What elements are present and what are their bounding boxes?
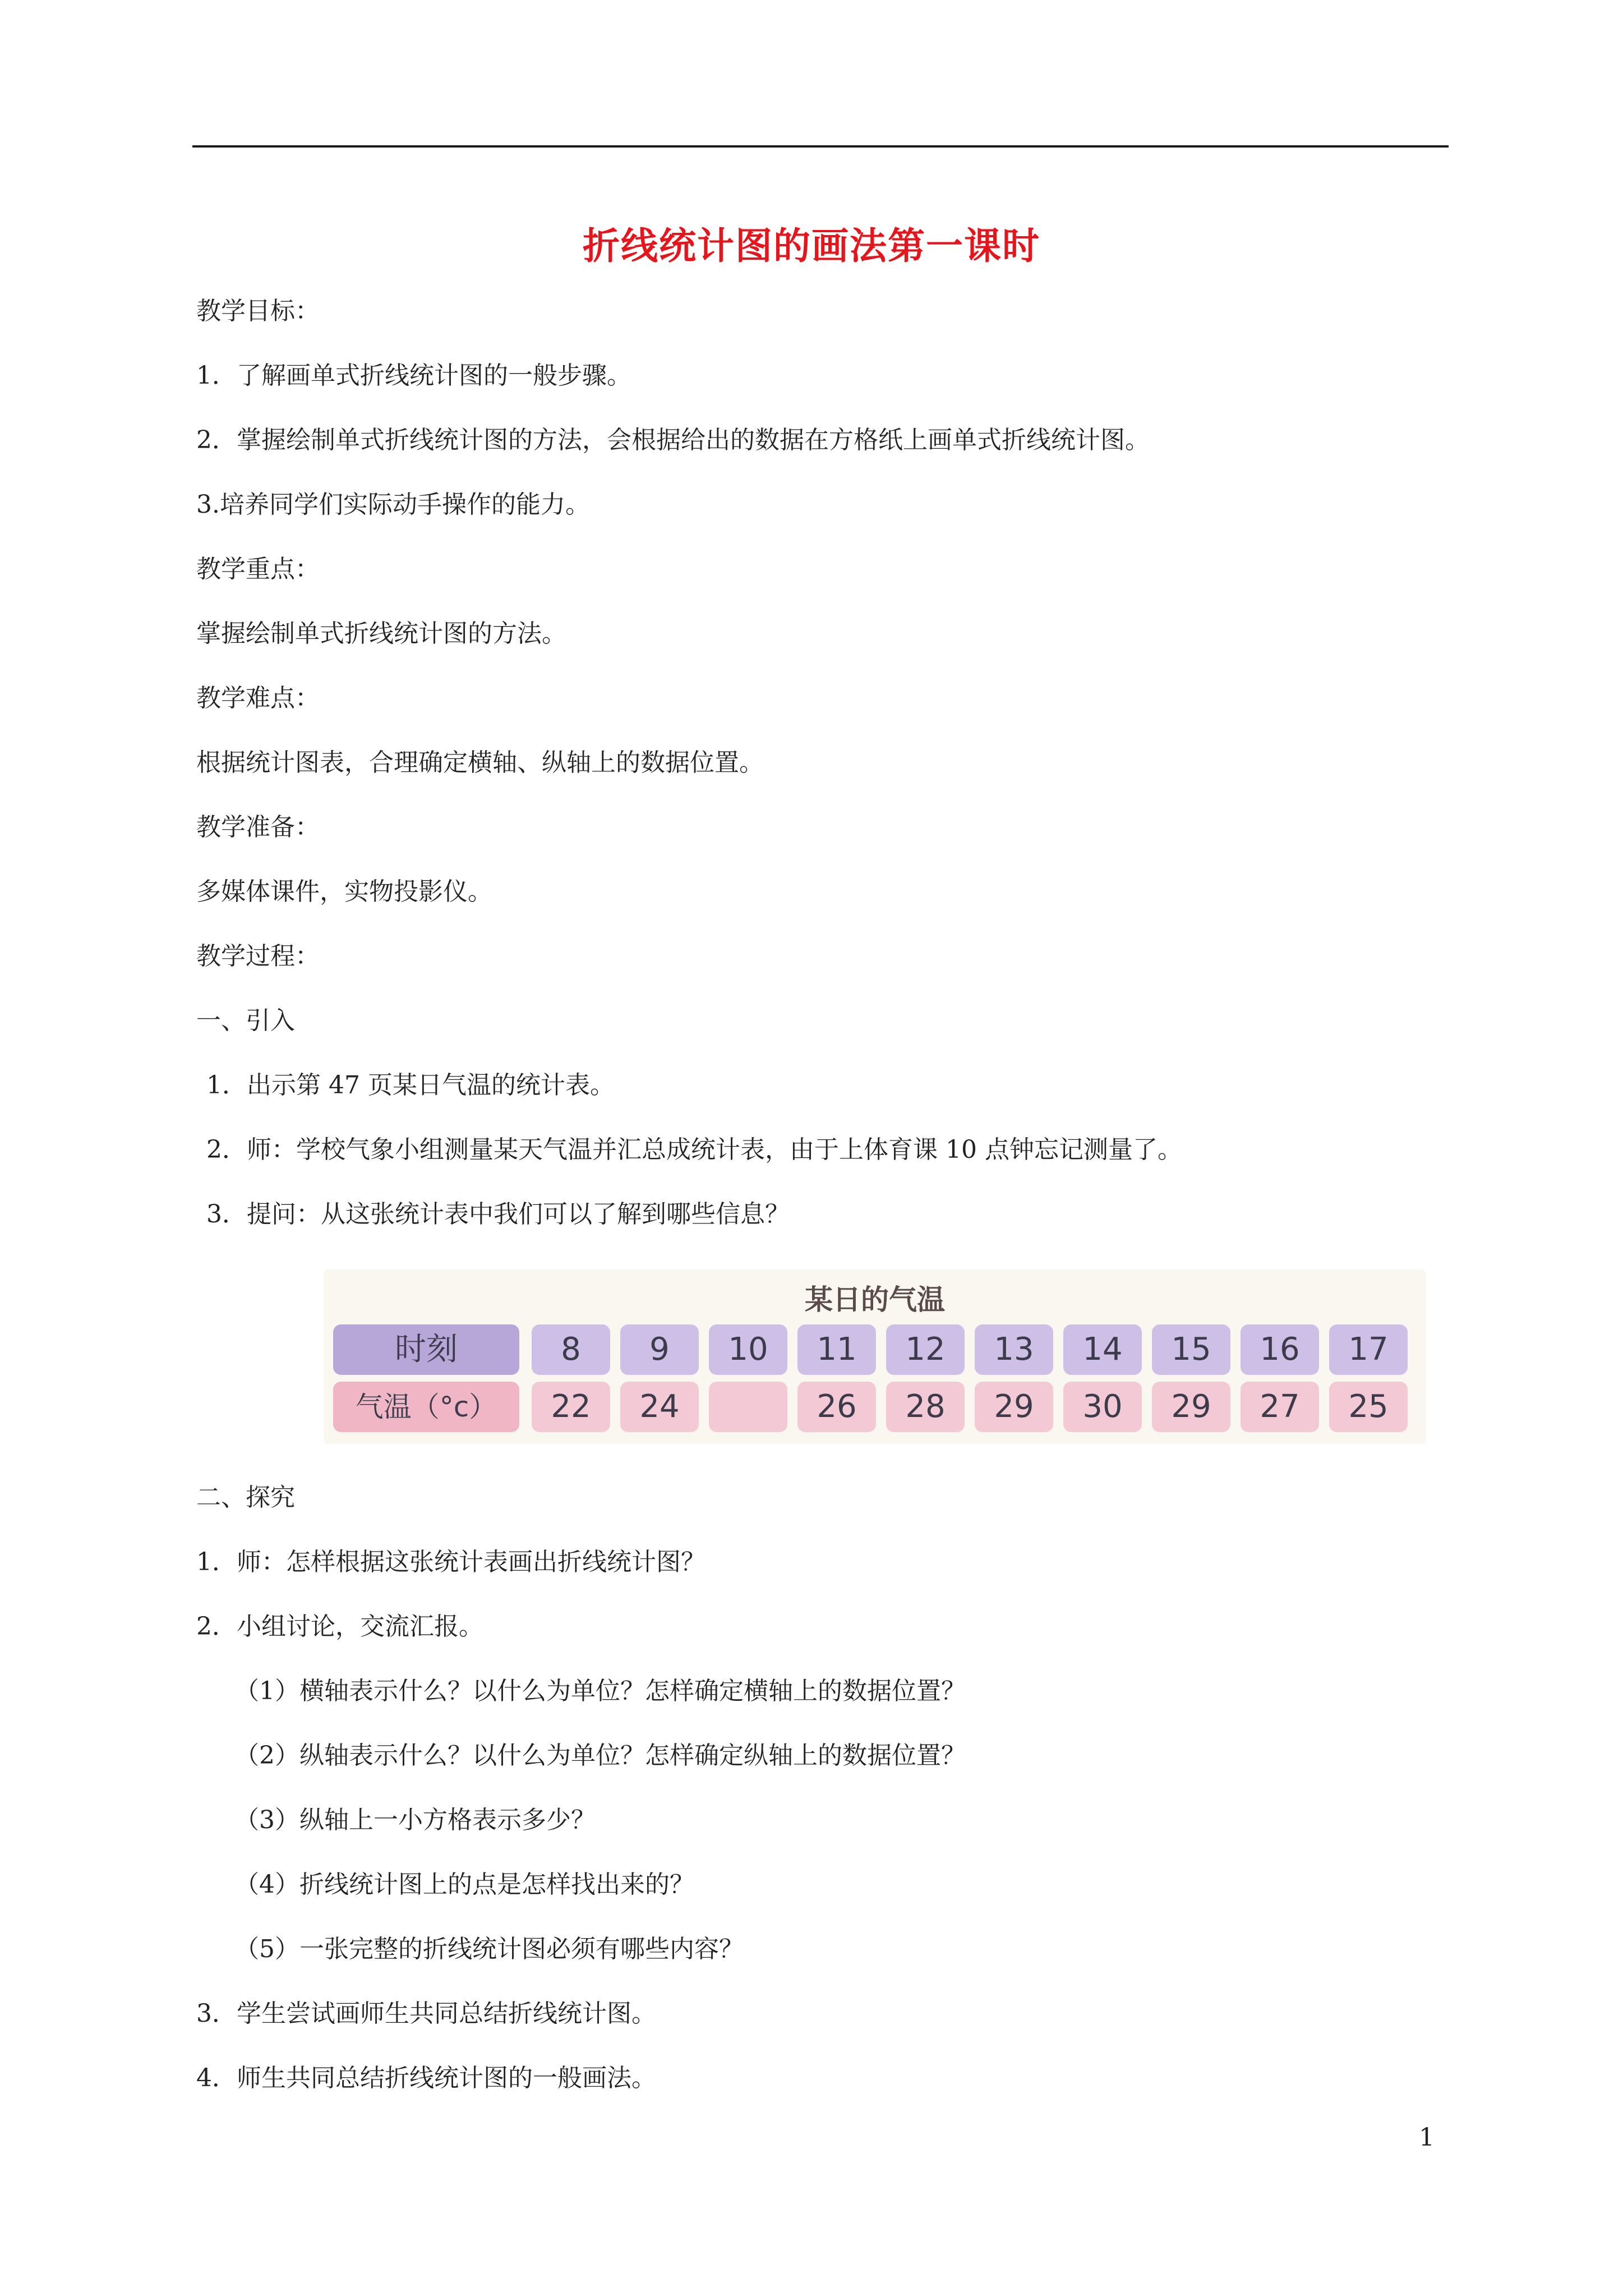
time-cell: 17	[1329, 1324, 1408, 1375]
temp-cell: 28	[886, 1382, 965, 1432]
text-line: （3）纵轴上一小方格表示多少？	[234, 1806, 596, 1834]
text-line: 2．掌握绘制单式折线统计图的方法，会根据给出的数据在方格纸上画单式折线统计图。	[196, 426, 1150, 454]
text-line: 教学难点：	[196, 684, 320, 712]
time-cell: 8	[532, 1324, 610, 1375]
text-line: 教学过程：	[196, 942, 320, 970]
text-line: 1．出示第 47 页某日气温的统计表。	[206, 1071, 615, 1099]
text-line: 教学重点：	[196, 555, 320, 583]
temp-cell: 29	[975, 1382, 1053, 1432]
text-line: 掌握绘制单式折线统计图的方法。	[196, 619, 566, 648]
text-line: 3.培养同学们实际动手操作的能力。	[196, 490, 590, 519]
table-title: 某日的气温	[805, 1283, 945, 1316]
temp-cell: 27	[1241, 1382, 1319, 1432]
time-cell: 12	[886, 1324, 965, 1375]
temp-cell: 24	[620, 1382, 699, 1432]
text-line: 3．学生尝试画师生共同总结折线统计图。	[196, 1999, 656, 2028]
text-line: 1．了解画单式折线统计图的一般步骤。	[196, 361, 631, 390]
text-line: （5）一张完整的折线统计图必须有哪些内容？	[234, 1935, 744, 1963]
text-line: （4）折线统计图上的点是怎样找出来的？	[234, 1870, 694, 1899]
temp-cell: 25	[1329, 1382, 1408, 1432]
row-header-time: 时刻	[333, 1324, 519, 1375]
page-number: 1	[1419, 2123, 1435, 2152]
header-rule	[192, 145, 1449, 148]
text-line: 教学准备：	[196, 813, 320, 841]
time-cell: 15	[1152, 1324, 1230, 1375]
text-line: 多媒体课件，实物投影仪。	[196, 877, 492, 906]
text-line: 1．师：怎样根据这张统计表画出折线统计图？	[196, 1548, 706, 1576]
time-cell: 16	[1241, 1324, 1319, 1375]
text-line: 二、探究	[196, 1483, 295, 1512]
text-line: 根据统计图表，合理确定横轴、纵轴上的数据位置。	[196, 748, 764, 777]
temp-cell: 22	[532, 1382, 610, 1432]
temp-cell: 29	[1152, 1382, 1230, 1432]
temp-cell: 26	[797, 1382, 876, 1432]
text-line: （2）纵轴表示什么？以什么为单位？怎样确定纵轴上的数据位置？	[234, 1741, 966, 1770]
temperature-table	[324, 1269, 1426, 1444]
time-cell: 10	[709, 1324, 787, 1375]
text-line: （1）横轴表示什么？以什么为单位？怎样确定横轴上的数据位置？	[234, 1677, 966, 1705]
time-cell: 14	[1063, 1324, 1142, 1375]
row-header-temp: 气温（°c）	[333, 1382, 519, 1432]
time-cell: 9	[620, 1324, 699, 1375]
text-line: 2．小组讨论，交流汇报。	[196, 1612, 483, 1641]
time-cell: 11	[797, 1324, 876, 1375]
text-line: 2．师：学校气象小组测量某天气温并汇总成统计表，由于上体育课 10 点钟忘记测量了。	[206, 1135, 1182, 1164]
text-line: 一、引入	[196, 1006, 295, 1035]
text-line: 教学目标：	[196, 297, 320, 325]
temp-cell: 30	[1063, 1382, 1142, 1432]
temp-cell	[709, 1382, 787, 1432]
time-cell: 13	[975, 1324, 1053, 1375]
page-title: 折线统计图的画法第一课时	[583, 224, 1040, 268]
text-line: 3．提问：从这张统计表中我们可以了解到哪些信息？	[206, 1200, 790, 1228]
text-line: 4．师生共同总结折线统计图的一般画法。	[196, 2064, 656, 2092]
